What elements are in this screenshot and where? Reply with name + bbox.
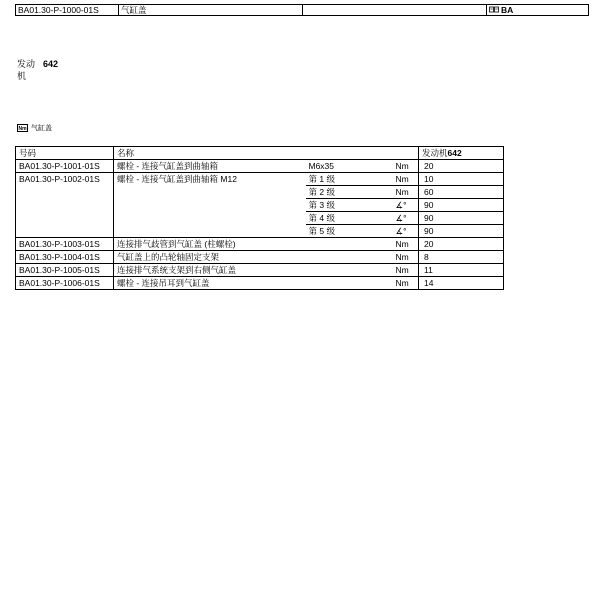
row-stage: 第 4 级: [306, 212, 393, 225]
row-description: 螺栓 - 连接气缸盖到曲轴箱: [114, 160, 306, 173]
row-unit-angle: ∡°: [393, 199, 419, 212]
column-header-engine-label: 发动机: [422, 148, 448, 158]
column-header-code: 号码: [16, 147, 114, 160]
row-value: 90: [419, 212, 504, 225]
row-description: 连接排气系统支架到右侧气缸盖: [114, 264, 393, 277]
row-unit: Nm: [393, 173, 419, 186]
row-value: 90: [419, 199, 504, 212]
doc-code: BA01.30-P-1000-01S: [16, 5, 119, 15]
engine-label-line1: 发动: [17, 59, 36, 69]
row-unit-angle: ∡°: [393, 225, 419, 238]
row-code: BA01.30-P-1003-01S: [16, 238, 114, 251]
row-stage: 第 1 级: [306, 173, 393, 186]
row-unit: Nm: [393, 160, 419, 173]
row-description: 螺栓 - 连接气缸盖到曲轴箱 M12: [114, 173, 306, 238]
row-description: 螺栓 - 连接吊耳到气缸盖: [114, 277, 393, 290]
engine-number: 642: [43, 59, 59, 69]
engine-label-line2: 机: [17, 71, 27, 81]
row-value: 11: [419, 264, 504, 277]
row-code: BA01.30-P-1006-01S: [16, 277, 114, 290]
column-header-engine: [419, 147, 504, 160]
row-stage: 第 5 级: [306, 225, 393, 238]
row-code: BA01.30-P-1002-01S: [16, 173, 114, 238]
row-stage: 第 2 级: [306, 186, 393, 199]
row-unit: Nm: [393, 186, 419, 199]
badge-text: BA: [501, 5, 514, 15]
table-row: [16, 264, 504, 277]
engine-label: [17, 58, 58, 82]
column-header-name: 名称: [114, 147, 419, 160]
row-value: 20: [419, 238, 504, 251]
row-description: 气缸盖上的凸轮轴固定支架: [114, 251, 393, 264]
doc-title: 气缸盖: [119, 5, 303, 15]
section-caption: [17, 123, 52, 133]
section-caption-text: 气缸盖: [31, 125, 52, 132]
document-header: [15, 4, 589, 16]
row-value: 14: [419, 277, 504, 290]
row-unit-angle: ∡°: [393, 212, 419, 225]
table-row: [16, 160, 504, 173]
row-spec: M6x35: [306, 160, 393, 173]
row-value: 20: [419, 160, 504, 173]
row-description: 连接排气歧管到气缸盖 (柱螺栓): [114, 238, 393, 251]
row-code: BA01.30-P-1004-01S: [16, 251, 114, 264]
row-code: BA01.30-P-1001-01S: [16, 160, 114, 173]
row-code: BA01.30-P-1005-01S: [16, 264, 114, 277]
doc-badge: [487, 5, 588, 15]
torque-spec-table: [15, 146, 504, 290]
torque-book-icon: [489, 5, 499, 15]
row-unit: Nm: [393, 277, 419, 290]
row-value: 60: [419, 186, 504, 199]
row-unit: Nm: [393, 251, 419, 264]
table-row: [16, 251, 504, 264]
table-row: [16, 277, 504, 290]
table-row: [16, 173, 504, 186]
row-value: 10: [419, 173, 504, 186]
table-row: [16, 238, 504, 251]
table-header-row: [16, 147, 504, 160]
torque-nm-icon: Nm: [18, 126, 27, 132]
row-value: 8: [419, 251, 504, 264]
row-unit: Nm: [393, 264, 419, 277]
row-value: 90: [419, 225, 504, 238]
header-blank-cell: [303, 5, 487, 15]
column-header-engine-number: 642: [447, 148, 462, 158]
row-unit: Nm: [393, 238, 419, 251]
row-stage: 第 3 级: [306, 199, 393, 212]
